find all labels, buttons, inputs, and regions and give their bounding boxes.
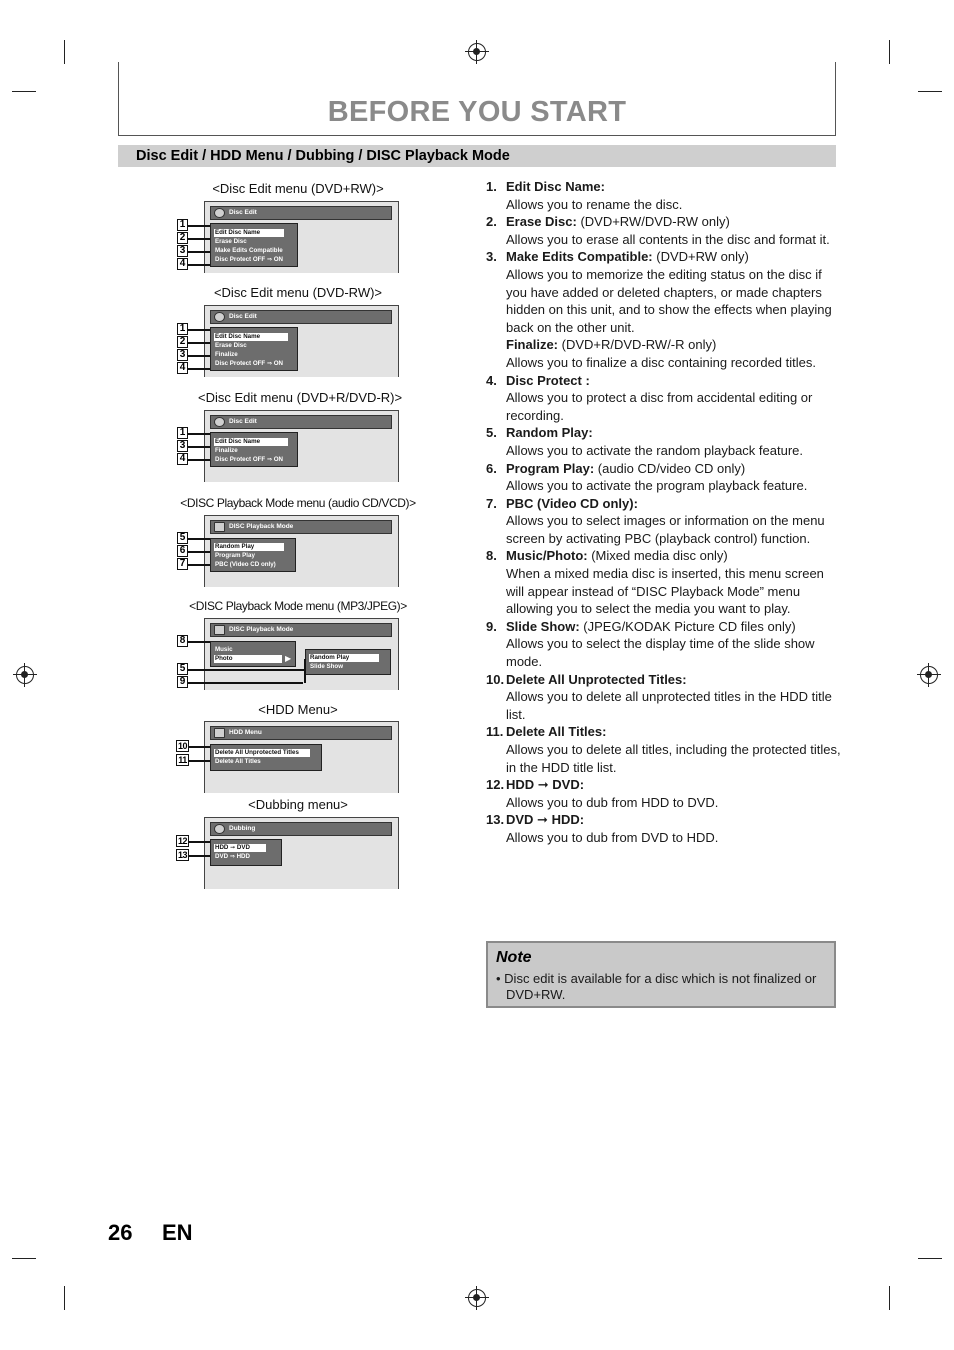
crop-mark <box>889 40 890 64</box>
screen-menu <box>210 432 298 467</box>
callout-number: 8 <box>177 635 188 647</box>
list-item: 7. PBC (Video CD only): Allows you to select images or information on the menu screen by activating PBC (playback control) function. <box>486 495 825 546</box>
crop-mark <box>12 91 36 92</box>
disc-icon <box>214 208 225 218</box>
menu-item-music[interactable]: Music <box>215 646 233 653</box>
feature-list <box>486 178 841 847</box>
list-item: 3. Make Edits Compatible: (DVD+RW only) Allows you to memorize the editing status on the disc if you have added or deleted chapters, or made chapters hidden on this unit, and to show the effects when playing back on the other unit. Finalize: (DVD+R/DVD-RW/-R only) Allows you to finalize a disc containing recorded titles. <box>486 249 832 370</box>
note-text: • Disc edit is available for a disc which is not finalized or DVD+RW. <box>496 971 817 1002</box>
callout-number: 12 <box>177 836 187 846</box>
registration-mark-icon <box>468 43 486 61</box>
list-item: 13. DVD ➞ HDD: Allows you to dub from DVD to HDD. <box>486 812 719 845</box>
arrow-right-icon: ⇒ <box>229 854 235 860</box>
callout-number: 9 <box>177 676 188 688</box>
menu-item-erase-disc[interactable]: Erase Disc <box>215 342 247 349</box>
list-item: 4. Disc Protect : Allows you to protect a disc from accidental editing or recording. <box>486 372 813 423</box>
crop-mark <box>918 1258 942 1259</box>
screen-title-bar: Disc Edit <box>210 206 392 220</box>
arrow-right-icon: ➞ <box>230 845 236 851</box>
callout-number: 1 <box>177 323 188 335</box>
crop-mark <box>889 1286 890 1310</box>
menu-item-dvd-to-hdd[interactable]: DVD ⇒ HDD <box>215 853 250 860</box>
registration-mark-icon <box>468 1289 486 1307</box>
screen-caption: <DISC Playback Mode menu (audio CD/VCD)> <box>180 496 416 510</box>
callout-number: 4 <box>177 362 188 374</box>
callout-number: 3 <box>177 349 188 361</box>
page-title: BEFORE YOU START <box>327 96 627 128</box>
note-title: Note <box>496 949 532 966</box>
disc-icon <box>214 417 225 427</box>
menu-item-finalize[interactable]: Finalize <box>215 351 238 358</box>
section-bar <box>118 145 836 167</box>
menu-item-delete-all-titles[interactable]: Delete All Titles <box>215 758 261 765</box>
callout-number: 13 <box>177 850 187 860</box>
menu-item-disc-protect[interactable]: Disc Protect OFF ⇒ ON <box>215 456 283 463</box>
menu-item-make-edits-compatible[interactable]: Make Edits Compatible <box>215 247 283 254</box>
callout-number: 5 <box>177 532 188 544</box>
screen-menu <box>210 327 298 371</box>
crop-mark <box>64 40 65 64</box>
callout-number: 10 <box>177 741 187 751</box>
list-item: 12. HDD ➞ DVD: Allows you to dub from HDD to DVD. <box>486 777 719 810</box>
hdd-icon <box>214 728 225 738</box>
arrow-right-icon: ⇒ <box>266 457 272 463</box>
menu-item-photo[interactable]: Photo <box>214 655 282 663</box>
playback-icon <box>214 522 225 532</box>
section-title: Disc Edit / HDD Menu / Dubbing / DISC Playback Mode <box>136 148 510 164</box>
playback-icon <box>214 625 225 635</box>
screen-caption: <HDD Menu> <box>258 702 338 717</box>
screen-caption: <Disc Edit menu (DVD+R/DVD-R)> <box>198 390 403 405</box>
menu-item-edit-disc-name[interactable]: Edit Disc Name <box>214 333 288 341</box>
callout-number: 5 <box>177 663 188 675</box>
screen-menu <box>210 538 296 572</box>
disc-edit-screen-dvd-r <box>204 410 399 482</box>
callout-number: 3 <box>177 245 188 257</box>
registration-mark-icon <box>920 666 938 684</box>
dubbing-menu-screen <box>204 817 399 889</box>
note-box <box>486 941 836 1008</box>
list-item: 6. Program Play: (audio CD/video CD only) Allows you to activate the program playback feature. <box>486 460 808 494</box>
screen-title-bar: Dubbing <box>210 822 392 836</box>
screen-title-bar: DISC Playback Mode <box>210 520 392 534</box>
screen-title-bar: DISC Playback Mode <box>210 623 392 637</box>
menu-item-pbc[interactable]: PBC (Video CD only) <box>215 561 276 568</box>
menu-item-slide-show[interactable]: Slide Show <box>310 663 344 670</box>
hdd-menu-screen <box>204 721 399 793</box>
menu-item-edit-disc-name[interactable]: Edit Disc Name <box>214 229 284 237</box>
menu-item-program-play[interactable]: Program Play <box>215 552 255 559</box>
callout-number: 7 <box>177 558 188 570</box>
screen-caption: <Disc Edit menu (DVD+RW)> <box>212 181 384 196</box>
list-item: 5. Random Play: Allows you to activate the random playback feature. <box>486 425 803 458</box>
list-item: 8. Music/Photo: (Mixed media disc only) When a mixed media disc is inserted, this menu screen will appear instead of “DISC Playback Mode” menu allowing you to select the media you want to play. <box>486 548 824 617</box>
menu-item-erase-disc[interactable]: Erase Disc <box>215 238 247 245</box>
menu-item-edit-disc-name[interactable]: Edit Disc Name <box>214 438 288 446</box>
list-item: 1. Edit Disc Name: Allows you to rename the disc. <box>486 179 683 212</box>
screen-menu <box>210 744 322 771</box>
screen-title-bar: HDD Menu <box>210 726 392 740</box>
screen-submenu <box>305 649 391 675</box>
list-item: 10. Delete All Unprotected Titles: Allows you to delete all unprotected titles in the HDD title list. <box>486 671 832 722</box>
callout-number: 11 <box>176 754 189 766</box>
callout-number: 6 <box>177 545 188 557</box>
callout-number: 2 <box>177 336 188 348</box>
menu-item-hdd-to-dvd[interactable]: HDD ➞ DVD <box>214 844 266 852</box>
screen-title-bar: Disc Edit <box>210 415 392 429</box>
callout-number: 3 <box>177 440 188 452</box>
list-item: 2. Erase Disc: (DVD+RW/DVD-RW only) Allows you to erase all contents in the disc and format it. <box>486 214 830 247</box>
crop-mark <box>64 1286 65 1310</box>
disc-edit-screen-dvd-minus-rw <box>204 305 399 377</box>
screen-caption: <Disc Edit menu (DVD-RW)> <box>213 285 383 300</box>
screen-caption: <Dubbing menu> <box>248 797 348 812</box>
disc-icon <box>214 312 225 322</box>
disc-playback-mode-screen-mp3 <box>204 618 399 690</box>
page-language: EN <box>162 1220 193 1245</box>
list-item: 11. Delete All Titles: Allows you to delete all titles, including the protected titles, in the HDD title list. <box>486 724 841 775</box>
callout-number: 4 <box>177 453 188 465</box>
page-number: 26 <box>108 1220 133 1245</box>
menu-item-disc-protect[interactable]: Disc Protect OFF ⇒ ON <box>215 256 283 263</box>
menu-item-random-play[interactable]: Random Play <box>309 654 379 662</box>
dubbing-icon <box>214 824 225 834</box>
callout-number: 1 <box>177 427 188 439</box>
menu-item-finalize[interactable]: Finalize <box>215 447 238 454</box>
disc-playback-mode-screen-cd <box>204 515 399 587</box>
play-arrow-icon: ▶ <box>285 654 292 663</box>
screen-caption: <DISC Playback Mode menu (MP3/JPEG)> <box>189 599 407 613</box>
arrow-right-icon: ⇒ <box>266 361 272 367</box>
callout-number: 4 <box>177 258 188 270</box>
crop-mark <box>12 1258 36 1259</box>
screen-menu <box>210 223 298 267</box>
arrow-right-icon: ⇒ <box>266 257 272 263</box>
registration-mark-icon <box>16 666 34 684</box>
callout-number: 1 <box>177 219 188 231</box>
list-item: 9. Slide Show: (JPEG/KODAK Picture CD files only) Allows you to select the display time of the slide show mode. <box>486 618 815 670</box>
callout-number: 2 <box>177 232 188 244</box>
disc-edit-screen-dvd-plus-rw <box>204 201 399 273</box>
menu-item-random-play[interactable]: Random Play <box>214 543 284 551</box>
screen-menu <box>210 839 282 866</box>
crop-mark <box>918 91 942 92</box>
menu-item-delete-all-unprotected[interactable]: Delete All Unprotected Titles <box>214 749 310 757</box>
menu-item-disc-protect[interactable]: Disc Protect OFF ⇒ ON <box>215 360 283 367</box>
screen-menu <box>210 641 296 667</box>
screen-title-bar: Disc Edit <box>210 310 392 324</box>
